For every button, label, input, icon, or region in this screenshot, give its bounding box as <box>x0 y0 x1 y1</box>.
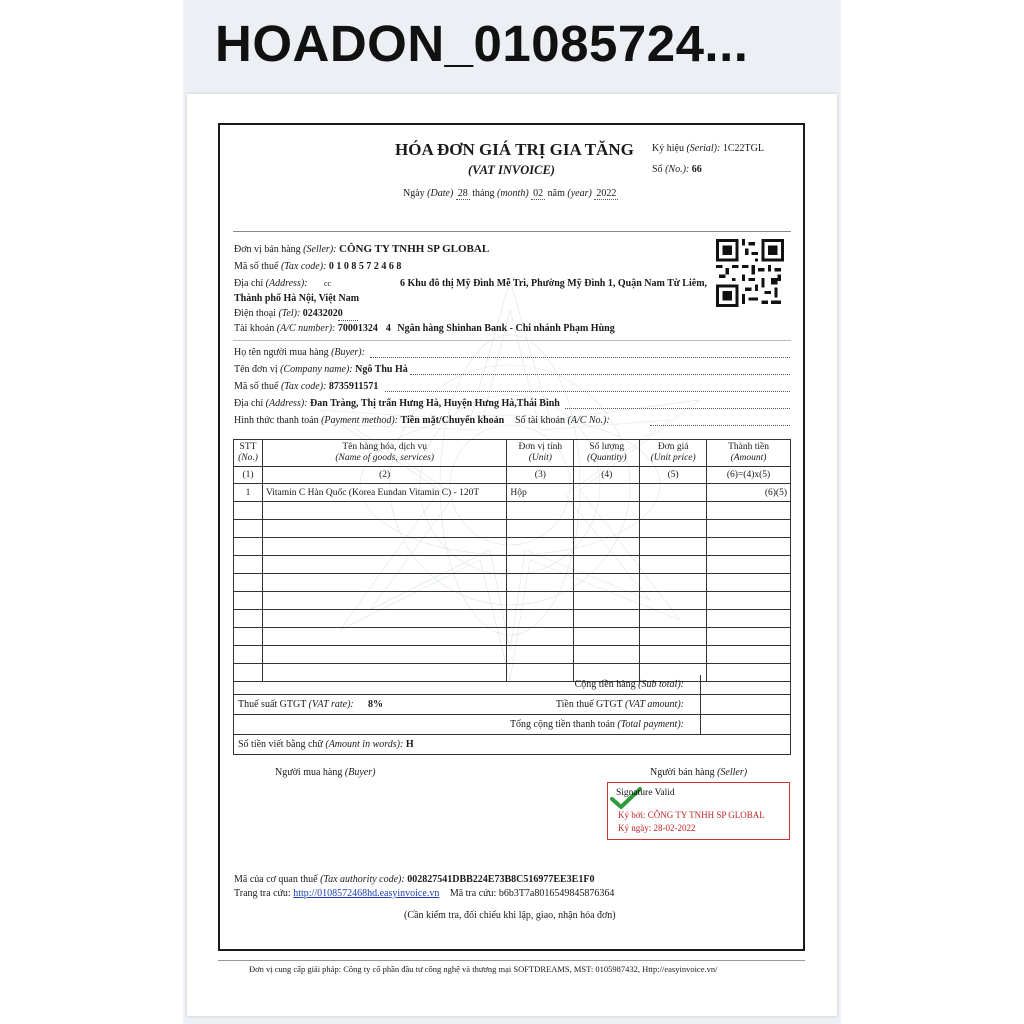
table-row: 1 Vitamin C Hàn Quốc (Korea Eundan Vitamin C) - 120T Hộp (6)(5) <box>234 484 791 502</box>
digital-signature-box <box>607 782 790 840</box>
buyer-company: Ngô Thu Hà <box>355 364 408 375</box>
buyer-payment: Tiền mặt/Chuyển khoản <box>400 415 505 426</box>
col-header-amount: Thành tiền (Amount) <box>707 440 791 467</box>
buyer-account-field: Số tài khoản (A/C No.): <box>515 415 610 426</box>
seller-tax-field: Mã số thuế (Tax code): 0 1 0 8 5 7 2 4 6 8 <box>234 261 402 272</box>
buyer-name-field: Họ tên người mua hàng (Buyer): <box>234 347 365 358</box>
vat-row: Thuế suất GTGT (VAT rate): 8% Tiền thuế GTGT (VAT amount): <box>233 695 791 715</box>
table-row <box>234 502 791 520</box>
check-note: (Cần kiểm tra, đối chiếu khi lập, giao, nhận hóa đơn) <box>404 910 616 921</box>
buyer-address: Đan Tràng, Thị trấn Hưng Hà, Huyện Hưng Hà,Thái Bình <box>310 398 560 409</box>
table-row <box>234 592 791 610</box>
seller-tel-field: Điện thoại (Tel): 02432020 <box>234 308 343 319</box>
tax-authority-code: 002827541DBB224E73B8C516977EE3E1F0 <box>407 874 595 885</box>
tax-authority-code-field: Mã của cơ quan thuế (Tax authority code): 002827541DBB224E73B8C516977EE3E1F0 <box>234 874 595 885</box>
table-row <box>234 646 791 664</box>
table-header-row <box>234 440 791 467</box>
buyer-payment-field: Hình thức thanh toán (Payment method): Tiền mặt/Chuyển khoản <box>234 415 505 426</box>
seller-account-field: Tài khoản (A/C number): 70001324 4 Ngân hàng Shinhan Bank - Chi nhánh Phạm Hùng <box>234 323 615 334</box>
seller-tax-code: 0 1 0 8 5 7 2 4 6 8 <box>328 261 402 272</box>
left-margin <box>0 0 183 1024</box>
serial-field: Ký hiệu (Serial): 1C22TGL <box>652 143 764 154</box>
header-divider <box>233 231 791 232</box>
qr-code <box>716 239 784 307</box>
invoice-title: HÓA ĐƠN GIÁ TRỊ GIA TĂNG <box>395 140 634 159</box>
right-margin <box>841 0 1024 1024</box>
col-header-price: Đơn giá (Unit price) <box>640 440 707 467</box>
table-row <box>234 556 791 574</box>
seller-name-field: Đơn vị bán hàng (Seller): CÔNG TY TNHH SP GLOBAL <box>234 243 490 255</box>
signature-valid-text: Signature Valid <box>616 788 675 798</box>
lookup-url-link[interactable]: http://0108572468hd.easyinvoice.vn <box>293 888 440 899</box>
col-header-no: STT (No.) <box>234 440 263 467</box>
seller-tel: 02432020 <box>302 308 343 319</box>
seller-account: 70001324 <box>337 323 378 334</box>
seller-bank: Ngân hàng Shinhan Bank - Chi nhánh Phạm Hùng <box>397 323 615 334</box>
invoice-subtitle: (VAT INVOICE) <box>468 163 555 177</box>
number-field: Số (No.): 66 <box>652 164 702 175</box>
buyer-tax-code: 8735911571 <box>328 381 379 392</box>
lookup-field: Trang tra cứu: http://0108572468hd.easyinvoice.vn Mã tra cứu: b6b3T7a8016549845876364 <box>234 888 615 899</box>
item-name: Vitamin C Hàn Quốc (Korea Eundan Vitamin C) - 120T <box>262 484 506 502</box>
signed-date: Ký ngày: 28-02-2022 <box>618 823 696 833</box>
invoice-date: Ngày (Date) 28 tháng (month) 02 năm (year) 2022 <box>403 188 617 199</box>
item-unit: Hộp <box>507 484 574 502</box>
buyer-company-field: Tên đơn vị (Company name): Ngô Thu Hà <box>234 364 408 375</box>
lookup-code: b6b3T7a8016549845876364 <box>498 888 615 899</box>
seller-signature-label: Người bán hàng (Seller) <box>650 767 748 778</box>
signed-by: Ký bởi: CÔNG TY TNHH SP GLOBAL <box>618 810 765 820</box>
file-title: HOADON_01085724... <box>215 15 749 72</box>
seller-name: CÔNG TY TNHH SP GLOBAL <box>339 243 490 255</box>
column-number-row: (1) (2) (3) (4) (5) (6)=(4)x(5) <box>234 467 791 484</box>
subtotal-row: Cộng tiền hàng (Sub total): <box>233 675 791 695</box>
item-amount: (6)(5) <box>707 484 791 502</box>
serial-value: 1C22TGL <box>722 143 764 154</box>
number-value: 66 <box>691 164 702 175</box>
items-table <box>233 439 791 682</box>
buyer-address-field: Địa chỉ (Address): Đan Tràng, Thị trấn Hưng Hà, Huyện Hưng Hà,Thái Bình <box>234 398 560 409</box>
buyer-signature-label: Người mua hàng (Buyer) <box>275 767 376 778</box>
provider-footer: Đơn vị cung cấp giải pháp: Công ty cổ phần đầu tư công nghệ và thương mại SOFTDREAMS, MST: 0105987432, Http://easyinvoice.vn/ <box>249 964 718 974</box>
amount-in-words-row: Số tiền viết bằng chữ (Amount in words): H <box>233 735 791 755</box>
vat-rate: 8% <box>368 699 383 710</box>
total-row: Tổng cộng tiền thanh toán (Total payment): <box>233 715 791 735</box>
col-header-unit: Đơn vị tính (Unit) <box>507 440 574 467</box>
table-row <box>234 538 791 556</box>
table-row <box>234 628 791 646</box>
table-row <box>234 574 791 592</box>
seller-address-line2: Thành phố Hà Nội, Việt Nam <box>234 293 360 304</box>
seller-address-line1: 6 Khu đô thị Mỹ Đình Mễ Trì, Phường Mỹ Đình 1, Quận Nam Từ Liêm, <box>400 278 708 289</box>
table-row <box>234 520 791 538</box>
col-header-name: Tên hàng hóa, dịch vụ (Name of goods, services) <box>262 440 506 467</box>
col-header-qty: Số lượng (Quantity) <box>574 440 640 467</box>
table-row <box>234 610 791 628</box>
seller-address-field: Địa chỉ (Address): cc <box>234 278 332 289</box>
buyer-tax-field: Mã số thuế (Tax code): 8735911571 <box>234 381 379 392</box>
